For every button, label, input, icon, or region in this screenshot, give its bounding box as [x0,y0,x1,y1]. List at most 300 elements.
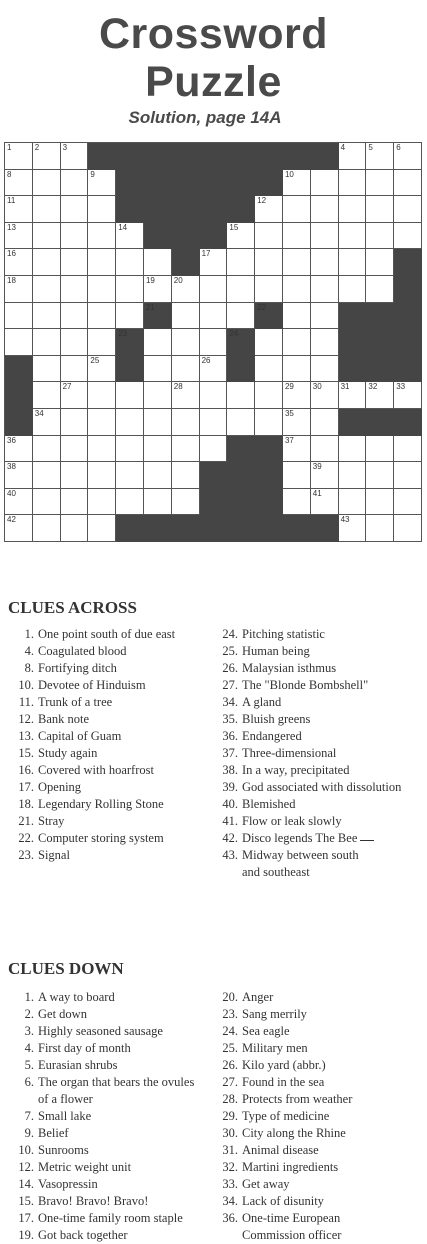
grid-cell[interactable] [88,329,116,356]
grid-cell[interactable] [116,276,144,303]
grid-cell-black [144,223,172,250]
grid-cell[interactable] [283,170,311,197]
cell-number: 9 [90,169,95,179]
grid-cell[interactable] [283,489,311,516]
grid-cell[interactable] [5,303,33,330]
grid-cell[interactable] [61,223,89,250]
clue-text: Protects from weather [242,1092,353,1106]
grid-cell[interactable] [33,143,61,170]
grid-cell[interactable] [227,276,255,303]
clue-item [220,1006,425,1023]
grid-cell-black [116,356,144,383]
clue-item [220,813,425,830]
clue-text: Metric weight unit [38,1160,132,1174]
grid-cell[interactable] [227,303,255,330]
grid-cell[interactable] [255,382,283,409]
grid-cell[interactable] [255,329,283,356]
grid-cell[interactable] [311,249,339,276]
clue-text: Animal disease [242,1143,319,1157]
cell-number: 10 [284,169,294,179]
grid-cell-black [172,170,200,197]
grid-cell[interactable] [5,515,33,542]
grid-cell[interactable] [33,329,61,356]
grid-cell[interactable] [61,462,89,489]
cell-number: 19 [145,276,155,285]
grid-cell[interactable] [5,329,33,356]
clue-number [18,1091,34,1108]
grid-cell-black [172,223,200,250]
cell-number: 41 [312,488,322,498]
grid-cell[interactable] [394,489,422,516]
grid-cell[interactable] [144,356,172,383]
clue-number: 26. [222,661,238,675]
grid-cell-black [200,515,228,542]
grid-cell[interactable] [311,436,339,463]
clue-text: Bluish greens [242,712,311,726]
clue-item [220,728,425,745]
grid-cell[interactable] [61,515,89,542]
grid-cell[interactable] [394,170,422,197]
grid-cell[interactable] [255,249,283,276]
cell-number: 32 [368,382,378,392]
grid-cell[interactable] [33,303,61,330]
grid-cell[interactable] [5,223,33,250]
grid-cell[interactable] [394,196,422,223]
clue-item [220,694,425,711]
clue-number: 43. [222,848,238,862]
clue-text: Get away [242,1177,290,1191]
grid-cell[interactable] [88,515,116,542]
grid-cell[interactable] [172,436,200,463]
grid-cell[interactable] [144,382,172,409]
clue-number: 8. [24,661,34,675]
grid-cell[interactable] [255,356,283,383]
grid-cell[interactable] [255,223,283,250]
clue-item [18,1125,218,1142]
grid-cell-black [366,356,394,383]
grid-cell[interactable] [339,170,367,197]
clue-number: 7. [24,1109,34,1123]
clue-number: 16. [18,763,34,777]
clue-item [18,1040,218,1057]
grid-cell[interactable] [200,249,228,276]
grid-cell-black [311,143,339,170]
clue-item [220,847,425,864]
grid-cell[interactable] [255,276,283,303]
grid-cell[interactable] [200,276,228,303]
clue-number: 17. [18,780,34,794]
grid-cell[interactable] [88,276,116,303]
grid-cell[interactable] [61,249,89,276]
grid-cell[interactable] [116,409,144,436]
clue-number: 10. [18,678,34,692]
grid-cell[interactable] [61,489,89,516]
clue-number: 37. [222,746,238,760]
clue-text: Coagulated blood [38,644,127,658]
grid-cell[interactable] [311,382,339,409]
grid-cell[interactable] [227,409,255,436]
grid-cell[interactable] [172,276,200,303]
clue-item [220,830,425,847]
grid-cell[interactable] [283,462,311,489]
grid-cell[interactable] [311,223,339,250]
grid-cell[interactable] [61,303,89,330]
grid-cell[interactable] [311,329,339,356]
grid-cell[interactable] [255,409,283,436]
clue-number: 27. [222,1075,238,1089]
grid-cell-black [283,515,311,542]
grid-cell[interactable] [88,303,116,330]
cell-number: 26 [201,355,211,365]
grid-cell[interactable] [144,436,172,463]
grid-cell[interactable] [116,462,144,489]
grid-cell[interactable] [339,249,367,276]
grid-cell[interactable] [339,489,367,516]
clue-number: 21. [18,814,34,828]
grid-cell-black [116,143,144,170]
grid-cell[interactable] [172,409,200,436]
grid-cell[interactable] [88,409,116,436]
clue-number: 32. [222,1160,238,1174]
clue-number: 4. [24,1041,34,1055]
grid-cell[interactable] [366,276,394,303]
title-line-2: Puzzle [145,58,282,106]
grid-cell[interactable] [366,223,394,250]
grid-cell[interactable] [366,143,394,170]
grid-cell-black [172,196,200,223]
grid-cell[interactable] [283,223,311,250]
grid-cell[interactable] [200,436,228,463]
clue-number: 2. [24,1007,34,1021]
grid-cell[interactable] [366,515,394,542]
clue-number: 10. [18,1143,34,1157]
clue-number: 34. [222,1194,238,1208]
cell-number: 6 [396,143,401,152]
grid-cell[interactable] [5,462,33,489]
grid-cell[interactable] [366,196,394,223]
grid-cell[interactable] [116,249,144,276]
grid-cell[interactable] [227,223,255,250]
grid-cell[interactable] [200,409,228,436]
grid-cell[interactable] [339,382,367,409]
grid-cell[interactable] [144,249,172,276]
grid-cell[interactable] [144,276,172,303]
cell-number: 27 [62,382,72,392]
grid-cell[interactable] [172,356,200,383]
grid-cell-black [255,436,283,463]
grid-cell[interactable] [366,170,394,197]
clue-item [18,626,218,643]
clue-text: Disco legends The Bee [242,831,358,845]
clue-number: 40. [222,797,238,811]
grid-cell[interactable] [227,249,255,276]
grid-cell[interactable] [5,276,33,303]
clue-number: 9. [24,1126,34,1140]
grid-cell-black [283,143,311,170]
clue-number: 5. [24,1058,34,1072]
grid-cell[interactable] [394,223,422,250]
grid-cell[interactable] [144,489,172,516]
grid-cell[interactable] [339,436,367,463]
grid-cell[interactable] [283,276,311,303]
grid-cell[interactable] [61,356,89,383]
grid-cell[interactable] [116,223,144,250]
grid-cell-black [394,329,422,356]
clue-text: Bravo! Bravo! Bravo! [38,1194,149,1208]
grid-cell[interactable] [283,303,311,330]
clue-item [18,1159,218,1176]
grid-cell-black [366,409,394,436]
grid-cell[interactable] [311,196,339,223]
grid-cell[interactable] [394,462,422,489]
grid-cell[interactable] [33,276,61,303]
grid-cell[interactable] [311,409,339,436]
grid-cell[interactable] [311,462,339,489]
grid-cell[interactable] [144,462,172,489]
grid-cell-black [394,303,422,330]
grid-cell-black [227,143,255,170]
grid-cell[interactable] [227,382,255,409]
grid-cell[interactable] [33,489,61,516]
grid-cell[interactable] [61,382,89,409]
grid-cell[interactable] [88,462,116,489]
grid-cell[interactable] [88,382,116,409]
grid-cell[interactable] [61,196,89,223]
grid-cell[interactable] [311,356,339,383]
grid-cell[interactable] [311,303,339,330]
grid-cell[interactable] [33,436,61,463]
grid-cell[interactable] [394,143,422,170]
clue-item [18,796,218,813]
grid-cell[interactable] [33,382,61,409]
clue-number: 6. [24,1075,34,1089]
grid-cell[interactable] [116,436,144,463]
clue-item [18,660,218,677]
grid-cell[interactable] [88,489,116,516]
clue-item [18,813,218,830]
cell-number: 22 [257,302,267,312]
grid-cell[interactable] [33,196,61,223]
grid-cell[interactable] [5,436,33,463]
answer-blank [360,830,374,841]
cell-number: 40 [7,488,16,498]
grid-cell[interactable] [366,382,394,409]
grid-cell[interactable] [33,409,61,436]
grid-cell[interactable] [339,515,367,542]
grid-cell[interactable] [339,462,367,489]
clue-text: The organ that bears the ovules [38,1075,195,1089]
clue-number: 15. [18,746,34,760]
grid-cell[interactable] [366,249,394,276]
grid-cell[interactable] [172,329,200,356]
grid-cell[interactable] [394,436,422,463]
grid-cell[interactable] [366,489,394,516]
grid-cell[interactable] [61,276,89,303]
grid-cell[interactable] [172,462,200,489]
clue-text: Get down [38,1007,87,1021]
cell-number: 31 [340,382,350,392]
clue-text: Found in the sea [242,1075,325,1089]
cell-number: 28 [173,382,183,392]
grid-cell[interactable] [283,356,311,383]
clue-number: 23. [222,1007,238,1021]
cell-number: 34 [34,409,44,418]
grid-cell[interactable] [5,170,33,197]
grid-cell[interactable] [283,249,311,276]
grid-cell-black [88,143,116,170]
clue-number: 35. [222,712,238,726]
grid-cell-black [339,303,367,330]
grid-cell[interactable] [5,489,33,516]
clue-number: 24. [222,1024,238,1038]
grid-cell[interactable] [88,170,116,197]
grid-cell[interactable] [33,515,61,542]
grid-cell-black [5,382,33,409]
grid-cell[interactable] [61,409,89,436]
clue-item [18,694,218,711]
cell-number: 14 [118,222,128,232]
grid-cell-black [227,462,255,489]
grid-cell[interactable] [88,196,116,223]
grid-cell[interactable] [200,382,228,409]
grid-cell[interactable] [172,382,200,409]
grid-cell[interactable] [88,249,116,276]
grid-cell-black [366,303,394,330]
clue-text: Trunk of a tree [38,695,113,709]
clue-item [18,847,218,864]
grid-cell[interactable] [339,276,367,303]
grid-cell[interactable] [5,249,33,276]
grid-cell[interactable] [33,356,61,383]
grid-cell[interactable] [172,303,200,330]
grid-cell-black [172,249,200,276]
grid-cell[interactable] [283,436,311,463]
grid-cell[interactable] [200,329,228,356]
cell-number: 11 [7,196,16,206]
clue-text: Pitching statistic [242,627,325,641]
grid-cell[interactable] [339,143,367,170]
cell-number: 29 [284,382,294,392]
grid-cell[interactable] [5,143,33,170]
clue-item [220,762,425,779]
cell-number: 21 [145,302,155,312]
grid-cell[interactable] [394,382,422,409]
grid-cell[interactable] [394,515,422,542]
grid-cell[interactable] [144,329,172,356]
grid-cell-black [255,170,283,197]
grid-cell[interactable] [283,329,311,356]
across-heading: CLUES ACROSS [8,598,137,617]
grid-cell[interactable] [283,409,311,436]
grid-cell[interactable] [283,382,311,409]
clue-number: 27. [222,678,238,692]
grid-cell-black [394,409,422,436]
grid-cell[interactable] [33,223,61,250]
clue-item [220,864,425,881]
grid-cell[interactable] [61,143,89,170]
grid-cell[interactable] [61,329,89,356]
grid-cell[interactable] [61,170,89,197]
clue-text: Malaysian isthmus [242,661,337,675]
clue-item [220,1125,425,1142]
grid-cell[interactable] [116,489,144,516]
cell-number: 13 [7,222,16,232]
clue-item [220,1159,425,1176]
down-clues-left [18,989,218,1244]
grid-cell[interactable] [33,170,61,197]
grid-cell-black [116,515,144,542]
clue-item [18,762,218,779]
clue-number: 15. [18,1194,34,1208]
clue-item [220,989,425,1006]
clue-text: In a way, precipitated [242,763,350,777]
clue-text: A way to board [38,990,115,1004]
across-clues-right [220,626,425,881]
down-heading: CLUES DOWN [8,959,124,978]
clue-text: Sang merrily [242,1007,307,1021]
clue-number: 3. [24,1024,34,1038]
cell-number: 17 [201,249,211,259]
clue-item [220,1193,425,1210]
clue-number: 29. [222,1109,238,1123]
grid-cell[interactable] [311,489,339,516]
clue-text: Got back together [38,1228,128,1242]
grid-cell-black [200,489,228,516]
grid-cell[interactable] [311,276,339,303]
grid-cell[interactable] [200,303,228,330]
grid-cell[interactable] [172,489,200,516]
grid-cell[interactable] [61,436,89,463]
cell-number: 25 [90,355,100,365]
grid-cell[interactable] [116,303,144,330]
grid-cell[interactable] [33,462,61,489]
clue-text: Bank note [38,712,90,726]
grid-cell[interactable] [88,223,116,250]
grid-cell[interactable] [116,382,144,409]
grid-cell[interactable] [88,436,116,463]
grid-cell[interactable] [200,356,228,383]
cell-number: 16 [7,249,16,259]
clue-number: 18. [18,797,34,811]
grid-cell[interactable] [5,196,33,223]
clue-text: Flow or leak slowly [242,814,342,828]
grid-cell[interactable] [255,196,283,223]
clue-text: Kilo yard (abbr.) [242,1058,326,1072]
clue-text: Computer storing system [38,831,164,845]
clue-item [18,1091,218,1108]
grid-cell[interactable] [339,223,367,250]
grid-cell-black [339,329,367,356]
grid-cell[interactable] [311,170,339,197]
clue-item [18,1006,218,1023]
clue-text: Commission officer [242,1228,342,1242]
clue-item [18,1176,218,1193]
grid-cell[interactable] [339,196,367,223]
clue-item [18,1210,218,1227]
grid-cell[interactable] [366,462,394,489]
grid-cell[interactable] [144,409,172,436]
clue-item [220,677,425,694]
grid-cell[interactable] [88,356,116,383]
grid-cell[interactable] [283,196,311,223]
grid-cell[interactable] [33,249,61,276]
clue-text: Military men [242,1041,308,1055]
grid-cell[interactable] [366,436,394,463]
clue-number: 42. [222,831,238,845]
cell-number: 39 [312,462,322,472]
grid-cell-black [394,276,422,303]
cell-number: 18 [7,276,16,285]
